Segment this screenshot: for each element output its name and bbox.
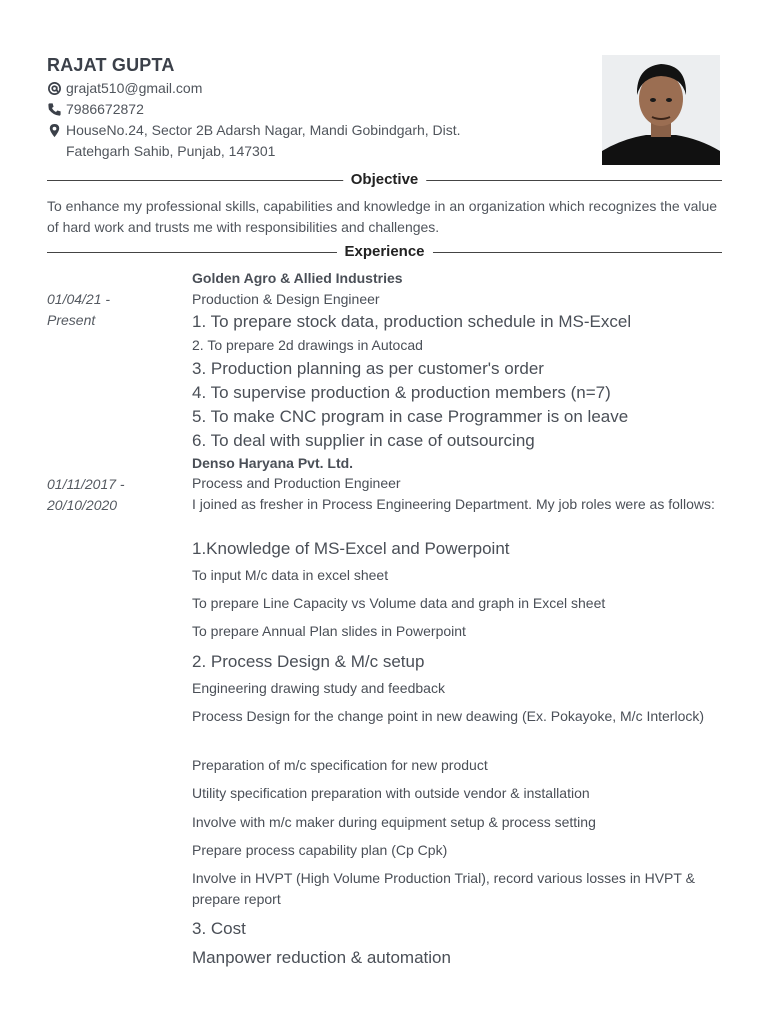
job1-date <box>47 289 167 331</box>
job1-item-6: 6. To deal with supplier in case of outsourcing <box>192 431 535 450</box>
email-row <box>47 78 202 99</box>
email-text: grajat510@gmail.com <box>66 80 203 96</box>
job2-g2-item-2: Process Design for the change point in new deawing (Ex. Pokayoke, M/c Interlock) <box>192 708 705 724</box>
at-icon <box>47 81 62 96</box>
profile-photo <box>602 55 720 165</box>
job2-g2-item-1: Engineering drawing study and feedback <box>192 680 445 696</box>
address-row <box>47 120 461 162</box>
job2-heading-1: 1.Knowledge of MS-Excel and Powerpoint <box>192 539 510 558</box>
job2-g2-item-7: Involve in HVPT (High Volume Production Trial), record various losses in HVPT & prepare report <box>192 870 695 907</box>
job2-role: Process and Production Engineer <box>192 475 401 491</box>
job2-heading-3: 3. Cost <box>192 919 246 938</box>
experience-title: Experience <box>336 243 432 260</box>
phone-row <box>47 99 144 120</box>
job2-heading-2: 2. Process Design & M/c setup <box>192 652 425 671</box>
job2-date-end: 20/10/2020 <box>47 497 118 513</box>
job1-date-start: 01/04/21 - <box>47 291 111 307</box>
job2-g2-item-5: Involve with m/c maker during equipment setup & process setting <box>192 814 596 830</box>
location-pin-icon <box>47 123 62 138</box>
job2-g1-item-1: To input M/c data in excel sheet <box>192 567 389 583</box>
job1-date-end: Present <box>47 312 96 328</box>
address-line-1: HouseNo.24, Sector 2B Adarsh Nagar, Mandi Gobindgarh, Dist. <box>66 122 461 138</box>
job2-g1-item-3: To prepare Annual Plan slides in Powerpoint <box>192 623 466 639</box>
job1-role: Production & Design Engineer <box>192 291 380 307</box>
experience-heading <box>47 242 722 262</box>
job2-g2-item-6: Prepare process capability plan (Cp Cpk) <box>192 842 448 858</box>
job2-date <box>47 474 167 516</box>
objective-heading <box>47 170 722 190</box>
job1-item-1: 1. To prepare stock data, production schedule in MS-Excel <box>192 312 632 331</box>
job2-g2-item-3: Preparation of m/c specification for new product <box>192 757 488 773</box>
phone-icon <box>47 102 62 117</box>
address-line-2: Fatehgarh Sahib, Punjab, 147301 <box>66 143 276 159</box>
job1-item-4: 4. To supervise production & production members (n=7) <box>192 383 611 402</box>
job2-g3-item-1: Manpower reduction & automation <box>192 948 451 967</box>
job2-g1-item-2: To prepare Line Capacity vs Volume data and graph in Excel sheet <box>192 595 606 611</box>
objective-title: Objective <box>343 171 427 188</box>
job1-item-2: 2. To prepare 2d drawings in Autocad <box>192 337 423 353</box>
job2-date-start: 01/11/2017 - <box>47 476 125 492</box>
objective-text: To enhance my professional skills, capabilities and knowledge in an organization which recognizes the value of hard work and trusts me with responsibilities and challenges. <box>47 198 718 235</box>
phone-text: 7986672872 <box>66 101 144 117</box>
candidate-name: RAJAT GUPTA <box>47 55 175 75</box>
job1-company: Golden Agro & Allied Industries <box>192 270 403 286</box>
job2-g2-item-4: Utility specification preparation with outside vendor & installation <box>192 785 590 801</box>
job1-item-5: 5. To make CNC program in case Programmer is on leave <box>192 407 629 426</box>
job1-item-3: 3. Production planning as per customer's order <box>192 359 544 378</box>
job2-company: Denso Haryana Pvt. Ltd. <box>192 455 354 471</box>
job2-intro: I joined as fresher in Process Engineering Department. My job roles were as follows: <box>192 496 715 512</box>
